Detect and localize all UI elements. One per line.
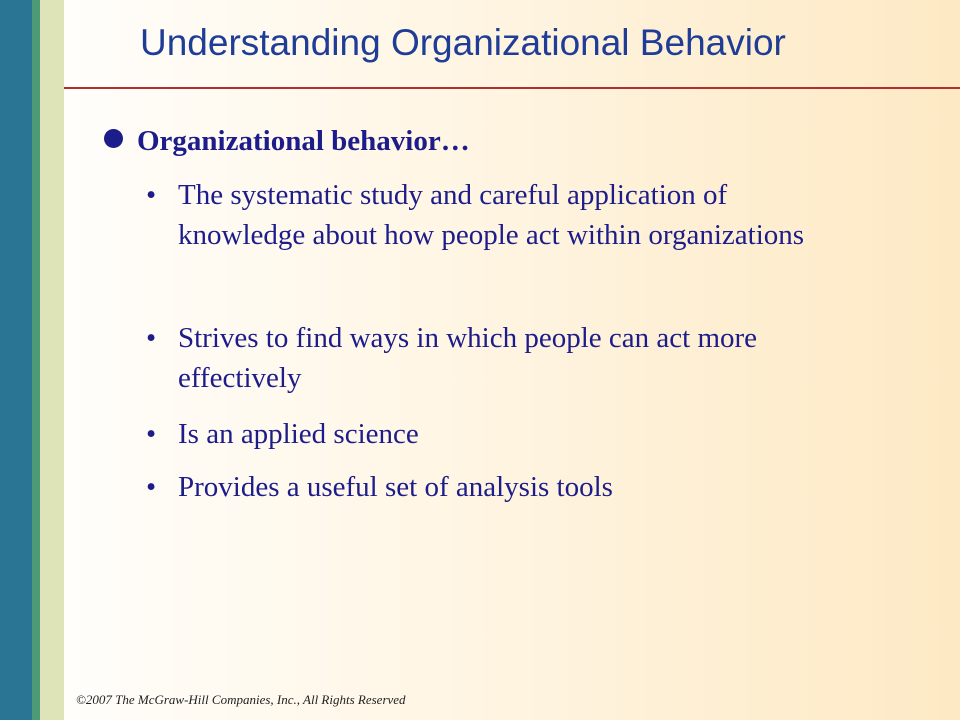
sub-bullet-2	[146, 318, 846, 398]
main-bullet-text: Organizational behavior…	[137, 125, 470, 157]
sub-bullet-text: Strives to find ways in which people can act more effectively	[178, 322, 758, 394]
sub-bullet-text: The systematic study and careful application of knowledge about how people act within organizations	[178, 179, 805, 251]
sub-bullet-text: Provides a useful set of analysis tools	[178, 471, 613, 503]
sidebar-stripe-dark	[0, 0, 32, 720]
bullet-icon: •	[146, 322, 157, 354]
title-divider	[64, 87, 960, 89]
sub-bullet-text: Is an applied science	[178, 418, 419, 450]
bullet-icon: •	[146, 179, 157, 211]
sub-bullet-1	[146, 175, 846, 255]
copyright-footer: ©2007 The McGraw-Hill Companies, Inc., All Rights Reserved	[76, 692, 406, 707]
sub-bullet-4	[146, 467, 846, 507]
sidebar-stripe-green	[32, 0, 40, 720]
bullet-dot-icon	[104, 129, 123, 148]
bullet-icon: •	[146, 471, 157, 503]
sidebar-stripe-light	[40, 0, 64, 720]
main-bullet-point	[104, 125, 470, 158]
sub-bullet-3	[146, 414, 846, 454]
bullet-icon: •	[146, 418, 157, 450]
slide-title: Understanding Organizational Behavior	[140, 22, 786, 63]
